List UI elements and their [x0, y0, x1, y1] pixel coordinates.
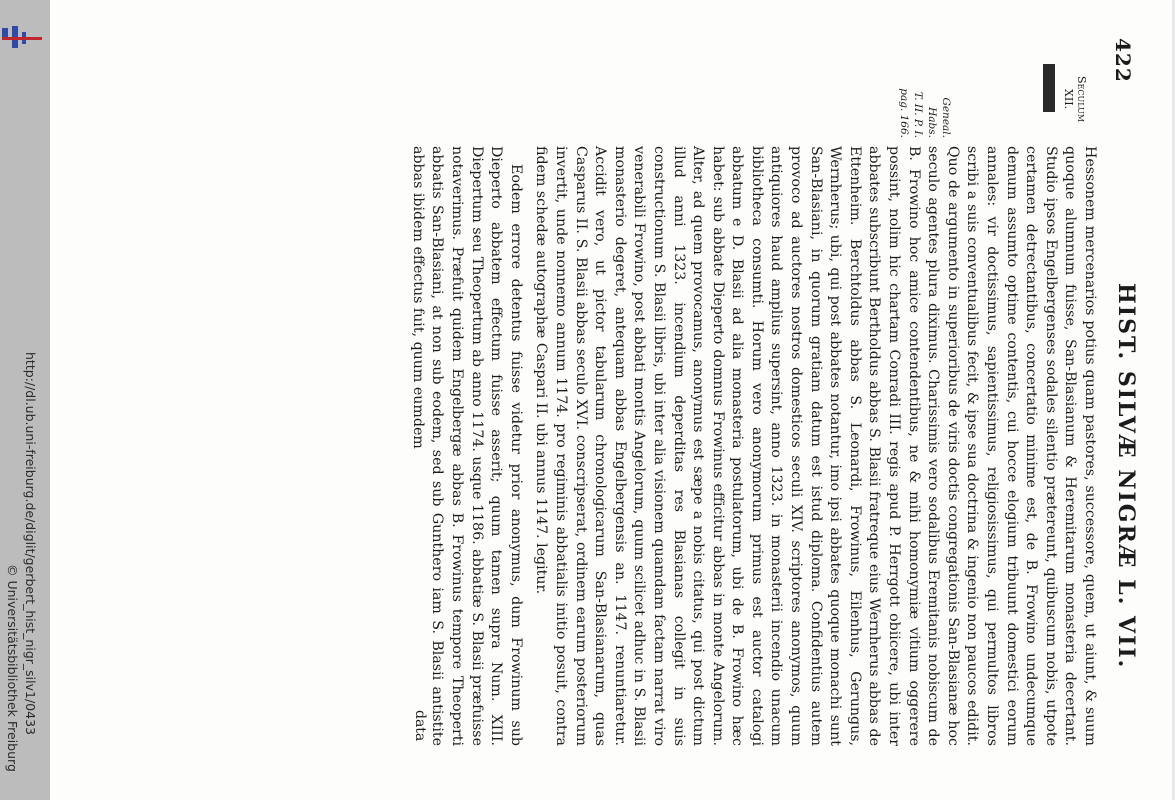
scanned-page — [50, 0, 1175, 800]
margin-saeculum — [1062, 76, 1088, 122]
catchword: data — [412, 710, 428, 742]
paragraph-1: Hessonem mercenarios potius quam pastores, successore, quem, ut aiunt, & suum quoque alumnum fuisse, San-Blasianum & Heremitarum monasteria decertant. Studio ipsos Engelbergenses sodales silentio prætereunt, quibuscum nobis, utpote certamen detrectantibus, concertatio minime est, de B. Frowino undecumque demum assumto optime contentis, cui hocce elogium tribuunt domestici eorum annales: vir doctissimus, sapientissimus, religiosissimus, qui permultos libros scribi a suis conventualibus fecit, & ipse sua doctrina & ingenio non paucos edidit. Quo de argumento in superioribus de viris doctis congregationis San-Blasianæ hoc seculo agentes plura diximus. Charissimis vero sodalibus Eremitanis nobiscum de B. Frowino hoc amice contendentibus, ne & mihi homonymiæ vitium oggerere possint, nolim hic chartam Conradi III. regis apud P. Herrgott obiicere, ubi inter abbates subscribunt Bertholdus abbas S. Blasii fratreque eius Wernherus abbas de Ettenheim. Berchtoldus abbas S. Leonardi, Frowinus, Eilenhus, Gerungus, Wernherus; ubi, qui post abbates notantur, imo ipsi abbates quoque monachi sunt San-Blasiani, in quorum gratiam datum est istud diploma. Confidentius autem provoco ad auctores nostros domesticos seculi XIV. scriptores anonymos, quum antiquiores haud amplius supersint, anno 1323. in monasterii incendio unacum bibliotheca consumti. Horum vero anonymorum primus est auctor catalogi abbatum e D. Blasii ad alia monasteria postulatorum, ubi de B. Frowino hæc habet: sub abbate Dieperto domnus Frowinus efficitur abbas in monte Angelorum. Alter, ad quem provocamus, anonymus est sæpe a nobis citatus, qui post dictum illud anni 1323. incendium deperditas res Blasianas collegit in suis constructionum S. Blasii libris, ubi inter alia visionem quamdam factam narrat viro venerabili Frowino, post abbati montis Angelorum, quum scilicet adhuc in S. Blasii monasterio degeret, antequam abbas Engelbergensis an. 1147. renuntiaretur. Accidit vero, ut pictor tabularum chronologicarum San-Blasianarum, quas Casparus II. S. Blasii abbas seculo XVI. conscripserat, ordinem earum posteriorum invertit, unde nonnemo annum 1174. pro regiminis abbatialis initio posuit, contra fidem schedæ autographæ Caspari II. ubi annus 1147. legitur. — [533, 146, 1098, 746]
paragraph-2: Eodem errore detentus fuisse videtur prior anonymus, dum Frowinum sub Dieperto abbatem effectum fuisse asserit; quum tamen supra Num. XIII. Diepertum seu Theopertum ab anno 1174. usque 1186. abbatiæ S. Blasii præfuisse notaverimus. Præfuit quidem Engelbergæ abbas B. Frowinus tempore Theoperti abbatis San-Blasiani, at non sub eodem, sed sub Gunthero iam S. Blasii antistite abbas ibidem effectus fuit, quum eumdem — [409, 146, 524, 746]
margin-saeculum-label: Seculum — [1075, 76, 1088, 123]
running-head: HIST. SILVÆ NIGRÆ L. VII. — [1113, 283, 1139, 670]
page-number: 422 — [1111, 38, 1135, 83]
credit-owner: © Universitätsbibliothek Freiburg — [5, 564, 20, 772]
margin-reference-line-2: T. II. P. I. — [912, 91, 924, 138]
margin-reference-line-3: pag. 166. — [898, 88, 910, 138]
margin-saeculum-number: XII. — [1062, 89, 1075, 110]
margin-reference-line-1: Geneal. Habs. — [926, 97, 952, 138]
viewer-side-strip — [0, 0, 50, 800]
viewer-credit — [0, 0, 50, 800]
page-content — [275, 38, 1139, 758]
margin-rule — [1043, 64, 1055, 112]
body-text — [407, 146, 1099, 746]
credit-url[interactable]: http://dl.ub.uni-freiburg.de/diglit/gerbert_hist_nigr_silv1/0433 — [23, 352, 38, 735]
margin-reference — [897, 68, 953, 138]
